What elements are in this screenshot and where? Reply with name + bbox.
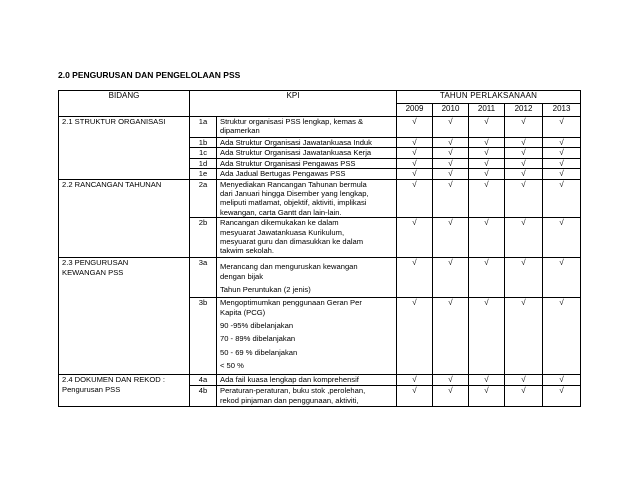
check-mark: √	[397, 218, 433, 258]
kpi-code: 4a	[190, 375, 217, 386]
check-mark: √	[397, 148, 433, 158]
year-header: 2012	[505, 104, 543, 117]
check-mark: √	[469, 169, 505, 179]
check-mark: √	[433, 298, 469, 375]
check-mark: √	[505, 386, 543, 407]
check-mark: √	[505, 148, 543, 158]
check-mark: √	[433, 148, 469, 158]
table-row	[59, 375, 581, 386]
check-mark: √	[543, 138, 581, 148]
check-mark: √	[543, 258, 581, 298]
check-mark: √	[397, 179, 433, 218]
check-mark: √	[543, 218, 581, 258]
kpi-code: 2b	[190, 218, 217, 258]
bidang-cell: 2.1 STRUKTUR ORGANISASI	[59, 117, 190, 180]
check-mark: √	[397, 298, 433, 375]
check-mark: √	[543, 169, 581, 179]
check-mark: √	[397, 375, 433, 386]
page-heading: 2.0 PENGURUSAN DAN PENGELOLAAN PSS	[58, 70, 241, 80]
table-row	[59, 258, 581, 298]
bidang-cell: 2.4 DOKUMEN DAN REKOD : Pengurusan PSS	[59, 375, 190, 407]
check-mark: √	[397, 138, 433, 148]
bidang-cell: 2.2 RANCANGAN TAHUNAN	[59, 179, 190, 258]
kpi-table	[58, 90, 581, 407]
kpi-description: Mengoptimumkan penggunaan Geran Per Kapita (PCG) 90 -95% dibelanjakan 70 - 89% dibelanjakan 50 - 69 % dibelanjakan < 50 %	[217, 298, 397, 375]
year-header: 2010	[433, 104, 469, 117]
kpi-code: 2a	[190, 179, 217, 218]
check-mark: √	[505, 138, 543, 148]
bidang-cell: 2.3 PENGURUSAN KEWANGAN PSS	[59, 258, 190, 375]
kpi-code: 4b	[190, 386, 217, 407]
check-mark: √	[433, 117, 469, 138]
check-mark: √	[433, 138, 469, 148]
check-mark: √	[469, 258, 505, 298]
kpi-code: 3a	[190, 258, 217, 298]
check-mark: √	[543, 298, 581, 375]
check-mark: √	[397, 169, 433, 179]
check-mark: √	[433, 169, 469, 179]
kpi-description: Merancang dan menguruskan kewangan dengan bijak Tahun Peruntukan (2 jenis)	[217, 258, 397, 298]
check-mark: √	[505, 117, 543, 138]
column-header-kpi: KPI	[190, 91, 397, 117]
check-mark: √	[469, 386, 505, 407]
check-mark: √	[469, 179, 505, 218]
check-mark: √	[433, 179, 469, 218]
kpi-code: 1a	[190, 117, 217, 138]
kpi-code: 1b	[190, 138, 217, 148]
kpi-code: 1d	[190, 158, 217, 168]
table-row	[59, 179, 581, 218]
column-header-bidang: BIDANG	[59, 91, 190, 117]
check-mark: √	[433, 386, 469, 407]
kpi-description: Struktur organisasi PSS lengkap, kemas & dipamerkan	[217, 117, 397, 138]
check-mark: √	[469, 138, 505, 148]
check-mark: √	[543, 117, 581, 138]
check-mark: √	[505, 218, 543, 258]
kpi-description: Peraturan-peraturan, buku stok ,perolehan, rekod pinjaman dan penggunaan, aktiviti,	[217, 386, 397, 407]
check-mark: √	[433, 158, 469, 168]
kpi-description: Rancangan dikemukakan ke dalam mesyuarat Jawatankuasa Kurikulum, mesyuarat guru dan dimasukkan ke dalam takwim sekolah.	[217, 218, 397, 258]
check-mark: √	[543, 158, 581, 168]
check-mark: √	[469, 158, 505, 168]
check-mark: √	[505, 298, 543, 375]
check-mark: √	[505, 258, 543, 298]
kpi-description: Menyediakan Rancangan Tahunan bermula dari Januari hingga Disember yang lengkap, meliputi matlamat, objektif, aktiviti, implikasi kewangan, carta Gantt dan lain-lain.	[217, 179, 397, 218]
kpi-code: 1c	[190, 148, 217, 158]
check-mark: √	[543, 386, 581, 407]
check-mark: √	[543, 179, 581, 218]
check-mark: √	[397, 158, 433, 168]
check-mark: √	[469, 117, 505, 138]
check-mark: √	[433, 375, 469, 386]
check-mark: √	[469, 375, 505, 386]
check-mark: √	[543, 375, 581, 386]
kpi-description: Ada Struktur Organisasi Jawatankuasa Kerja	[217, 148, 397, 158]
check-mark: √	[505, 169, 543, 179]
check-mark: √	[433, 218, 469, 258]
year-header: 2009	[397, 104, 433, 117]
check-mark: √	[469, 218, 505, 258]
check-mark: √	[543, 148, 581, 158]
year-header: 2013	[543, 104, 581, 117]
kpi-description: Ada fail kuasa lengkap dan komprehensif	[217, 375, 397, 386]
kpi-code: 3b	[190, 298, 217, 375]
kpi-code: 1e	[190, 169, 217, 179]
check-mark: √	[469, 148, 505, 158]
year-header: 2011	[469, 104, 505, 117]
check-mark: √	[433, 258, 469, 298]
check-mark: √	[469, 298, 505, 375]
kpi-description: Ada Jadual Bertugas Pengawas PSS	[217, 169, 397, 179]
check-mark: √	[397, 386, 433, 407]
kpi-description: Ada Struktur Organisasi Jawatankuasa Induk	[217, 138, 397, 148]
check-mark: √	[505, 158, 543, 168]
check-mark: √	[505, 375, 543, 386]
table-row	[59, 117, 581, 138]
check-mark: √	[397, 258, 433, 298]
kpi-description: Ada Struktur Organisasi Pengawas PSS	[217, 158, 397, 168]
column-header-tahun: TAHUN PERLAKSANAAN	[397, 91, 581, 104]
check-mark: √	[505, 179, 543, 218]
check-mark: √	[397, 117, 433, 138]
